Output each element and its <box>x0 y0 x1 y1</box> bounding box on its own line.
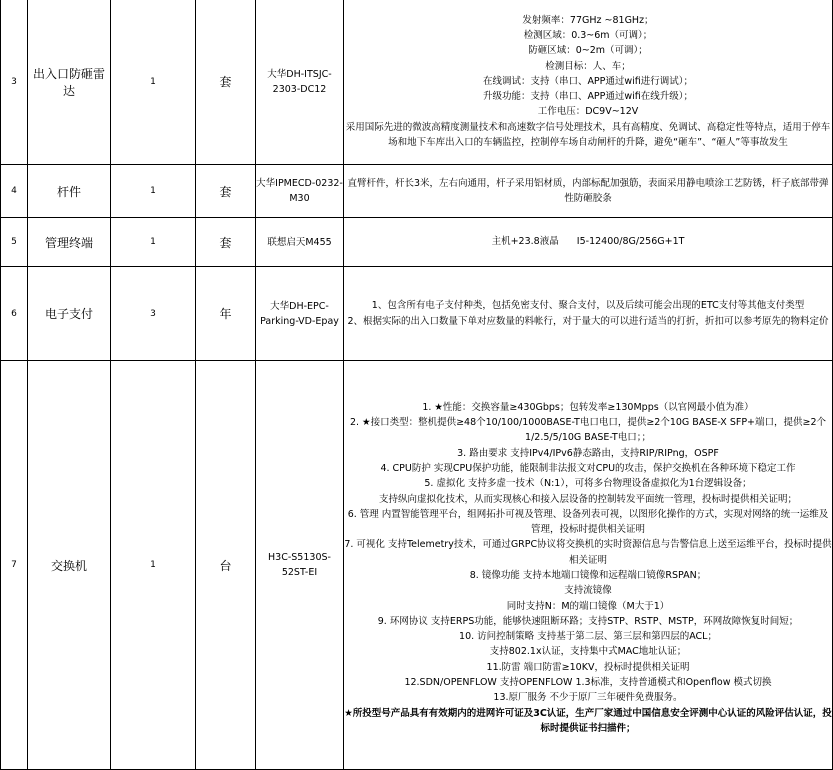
unit: 套 <box>196 218 256 267</box>
spec-line: 检测区域：0.3~6m（可调）； <box>523 29 653 41</box>
model: 联想启天M455 <box>256 218 344 267</box>
model: 大华IPMECD-0232-M30 <box>256 165 344 218</box>
quantity: 3 <box>111 267 196 361</box>
row-number: 5 <box>1 218 28 267</box>
row-number: 7 <box>1 361 28 770</box>
quantity: 1 <box>111 218 196 267</box>
spec-line: 6. 管理 内置智能管理平台，组网拓扑可视及管理、设备列表可视，以图形化操作的方式，实现对网络的统一运维及管理，投标时提供相关证明 <box>347 508 829 536</box>
item-name: 管理终端 <box>28 218 111 267</box>
spec-line: 直臂杆件，杆长3米，左右向通用，杆子采用铝材质，内部标配加强筋，表面采用静电喷涂工艺防锈，杆子底部带弹性防砸胶条 <box>347 177 829 204</box>
unit: 套 <box>196 165 256 218</box>
spec-line: 11.防雷 端口防雷≥10KV，投标时提供相关证明 <box>486 661 690 673</box>
table-row <box>1 0 833 165</box>
item-name: 出入口防砸雷达 <box>28 0 111 165</box>
spec-line: 1、包含所有电子支付种类，包括免密支付、聚合支付，以及后续可能会出现的ETC支付等其他支付类型 <box>371 300 805 312</box>
model: 大华DH-EPC-Parking-VD-Epay <box>256 267 344 361</box>
spec-line: 2、根据实际的出入口数量下单对应数量的料帐行，对于量大的可以进行适当的打折，折扣可以参考原先的物料定价 <box>347 315 829 327</box>
item-name: 杆件 <box>28 165 111 218</box>
table-row <box>1 361 833 770</box>
spec-line: 支持802.1x认证，支持集中式MAC地址认证； <box>489 646 687 658</box>
spec-line: 1. ★性能：交换容量≥430Gbps；包转发率≥130Mpps（以官网最小值为准） <box>422 401 754 413</box>
row-number: 6 <box>1 267 28 361</box>
spec-line: 主机+23.8液晶 I5-12400/8G/256G+1T <box>491 236 685 248</box>
spec-line: 支持流镜像 <box>564 585 612 597</box>
spec-line: 在线调试：支持（串口、APP通过wifi进行调试）； <box>482 75 694 87</box>
spec-line: 12.SDN/OPENFLOW 支持OPENFLOW 1.3标准，支持普通模式和Openflow 模式切换 <box>404 677 772 689</box>
spec-line: 5. 虚拟化 支持多虚一技术（N:1），可将多台物理设备虚拟化为1台逻辑设备； <box>424 478 752 490</box>
spec-line: 3. 路由要求 支持IPv4/IPv6静态路由，支持RIP/RIPng，OSPF <box>457 447 719 459</box>
unit: 年 <box>196 267 256 361</box>
spec-line: 13.原厂服务 不少于原厂三年硬件免费服务。 <box>493 692 683 704</box>
spec-line: 升级功能：支持（串口、APP通过wifi在线升级）； <box>482 91 694 103</box>
spec-line: 工作电压：DC9V~12V <box>537 106 639 118</box>
specification <box>344 267 833 361</box>
spec-line: 8. 镜像功能 支持本地端口镜像和远程端口镜像RSPAN； <box>469 570 707 581</box>
table-row <box>1 165 833 218</box>
spec-line: 9. 环网协议 支持ERPS功能，能够快速阻断环路；支持STP、RSTP、MSTP，环网故障恢复时间短； <box>377 615 799 627</box>
spec-line: 支持纵向虚拟化技术，从而实现核心和接入层设备的控制转发平面统一管理，投标时提供相关证明； <box>378 493 797 505</box>
item-name: 交换机 <box>28 361 111 770</box>
specification <box>344 361 833 770</box>
model: H3C-S5130S-52ST-EI <box>256 361 344 770</box>
quantity: 1 <box>111 0 196 165</box>
spec-line: 2. ★接口类型：整机提供≥48个10/100/1000BASE-T电口电口，提供≥2个10G BASE-X SFP+端口，提供≥2个1/2.5/5/10G BASE-T电口；； <box>349 417 827 444</box>
row-number: 3 <box>1 0 28 165</box>
spec-certification-note: ★所投型号产品具有有效期内的进网许可证及3C认证，生产厂家通过中国信息安全评测中心认证的风险评估认证，投标时提供证书扫描件； <box>344 707 832 734</box>
spec-line: 7. 可视化 支持Telemetry技术，可通过GRPC协议将交换机的实时资源信息与告警信息上送至运维平台，投标时提供相关证明 <box>344 539 832 566</box>
spec-line: 4. CPU防护 实现CPU保护功能，能限制非法报文对CPU的攻击，保护交换机在各种环境下稳定工作 <box>380 462 796 474</box>
spec-line: 发射频率：77GHz ~81GHz； <box>522 14 654 26</box>
spec-line: 防砸区域：0~2m（可调）； <box>528 45 648 57</box>
table-row <box>1 218 833 267</box>
quantity: 1 <box>111 165 196 218</box>
row-number: 4 <box>1 165 28 218</box>
unit: 台 <box>196 361 256 770</box>
item-name: 电子支付 <box>28 267 111 361</box>
spec-line: 采用国际先进的微波高精度测量技术和高速数字信号处理技术，具有高精度、免调试、高稳定性等特点，适用于停车场和地下车库出入口的车辆监控，控制停车场自动闸杆的升降，避免“砸车”、“砸人”等事故发生 <box>345 121 831 149</box>
model: 大华DH-ITSJC-2303-DC12 <box>256 0 344 165</box>
specification <box>344 165 833 218</box>
specification <box>344 0 833 165</box>
table-row <box>1 267 833 361</box>
spec-line: 检测目标：人、车； <box>545 60 631 72</box>
unit: 套 <box>196 0 256 165</box>
spec-line: 10. 访问控制策略 支持基于第二层、第三层和第四层的ACL； <box>459 631 717 643</box>
quantity: 1 <box>111 361 196 770</box>
spec-line: 同时支持N：M的端口镜像（M大于1） <box>506 600 670 612</box>
specification <box>344 218 833 267</box>
